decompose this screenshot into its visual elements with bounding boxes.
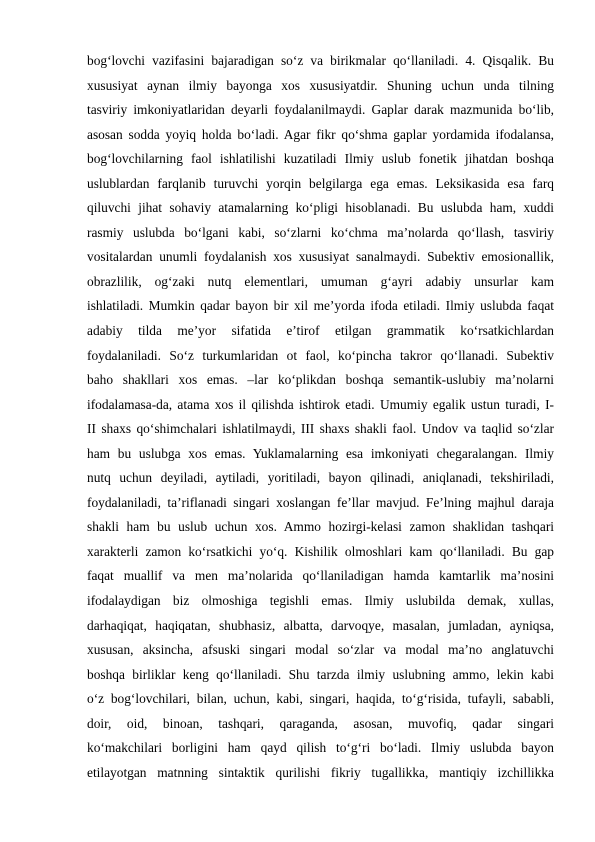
text-line: adabiy tilda me’yor sifatida e’tirof etilgan grammatik ko‘rsatkichlardan — [87, 323, 554, 339]
text-line: xususiyat aynan ilmiy bayonga xos xususiyatdir. Shuning uchun unda tilning — [87, 77, 554, 93]
text-line: doir, oid, binoan, tashqari, qaraganda, asosan, muvofiq, qadar singari — [87, 715, 554, 731]
text-line: shakli ham bu uslub uchun xos. Ammo hozirgi-kelasi zamon shaklidan tashqari — [87, 519, 554, 535]
text-line: foydalaniladi. So‘z turkumlaridan ot faol, ko‘pincha takror qo‘llanadi. Subektiv — [87, 347, 554, 363]
text-line: baho shakllari xos emas. –lar ko‘plikdan boshqa semantik-uslubiy ma’nolarni — [87, 372, 554, 388]
text-line: II shaxs qo‘shimchalari ishlatilmaydi, III shaxs shakli faol. Undov va taqlid so‘zlar — [87, 421, 554, 437]
body-text — [87, 49, 554, 785]
text-line: qiluvchi jihat sohaviy atamalarning ko‘pligi hisoblanadi. Bu uslubda ham, xuddi — [87, 200, 554, 216]
text-line: nutq uchun deyiladi, aytiladi, yoritiladi, bayon qilinadi, aniqlanadi, tekshiriladi, — [87, 470, 554, 486]
text-line: darhaqiqat, haqiqatan, shubhasiz, albatta, darvoqye, masalan, jumladan, ayniqsa, — [87, 617, 554, 633]
text-line: boshqa birliklar keng qo‘llaniladi. Shu tarzda ilmiy uslubning ammo, lekin kabi — [87, 666, 554, 682]
text-line: ifodalamasa-da, atama xos il qilishda ishtirok etadi. Umumiy egalik ustun turadi, I- — [87, 396, 554, 412]
text-line: asosan sodda yoyiq holda bo‘ladi. Agar fikr qo‘shma gaplar yordamida ifodalansa, — [87, 126, 554, 142]
text-line: xarakterli zamon ko‘rsatkichi yo‘q. Kishilik olmoshlari kam qo‘llaniladi. Bu gap — [87, 543, 554, 559]
text-line: etilayotgan matnning sintaktik qurilishi fikriy tugallikka, mantiqiy izchillikka — [87, 764, 554, 780]
text-line: o‘z bog‘lovchilari, bilan, uchun, kabi, singari, haqida, to‘g‘risida, tufayli, sababli, — [87, 691, 554, 707]
text-line: rasmiy uslubda bo‘lgani kabi, so‘zlarni ko‘chma ma’nolarda qo‘llash, tasviriy — [87, 224, 554, 240]
text-line: xususan, aksincha, afsuski singari modal so‘zlar va modal ma’no anglatuvchi — [87, 642, 554, 658]
text-line: vositalardan unumli foydalanish xos xususiyat sanalmaydi. Subektiv emosionallik, — [87, 249, 554, 265]
text-line: uslublardan farqlanib turuvchi yorqin belgilarga ega emas. Leksikasida esa farq — [87, 175, 554, 191]
text-line: ishlatiladi. Mumkin qadar bayon bir xil me’yorda ifoda etiladi. Ilmiy uslubda faqat — [87, 298, 554, 314]
text-line: obrazlilik, og‘zaki nutq elementlari, umuman g‘ayri adabiy unsurlar kam — [87, 273, 554, 289]
text-line: tasviriy imkoniyatlaridan deyarli foydalanilmaydi. Gaplar darak mazmunida bo‘lib, — [87, 102, 554, 118]
text-line: bog‘lovchi vazifasini bajaradigan so‘z va birikmalar qo‘llaniladi. 4. Qisqalik. Bu — [87, 53, 554, 68]
text-line: faqat muallif va men ma’nolarida qo‘llaniladigan hamda kamtarlik ma’nosini — [87, 568, 554, 584]
text-line: bog‘lovchilarning faol ishlatilishi kuzatiladi Ilmiy uslub fonetik jihatdan boshqa — [87, 151, 554, 167]
text-line: foydalaniladi, ta’riflanadi singari xoslangan fe’llar mavjud. Fe’lning majhul daraja — [87, 494, 554, 510]
text-line: ifodalaydigan biz olmoshiga tegishli emas. Ilmiy uslubilda demak, xullas, — [87, 593, 554, 609]
text-line: ham bu uslubga xos emas. Yuklamalarning esa imkoniyati chegaralangan. Ilmiy — [87, 445, 554, 461]
text-line: ko‘makchilari borligini ham qayd qilish to‘g‘ri bo‘ladi. Ilmiy uslubda bayon — [87, 740, 554, 756]
